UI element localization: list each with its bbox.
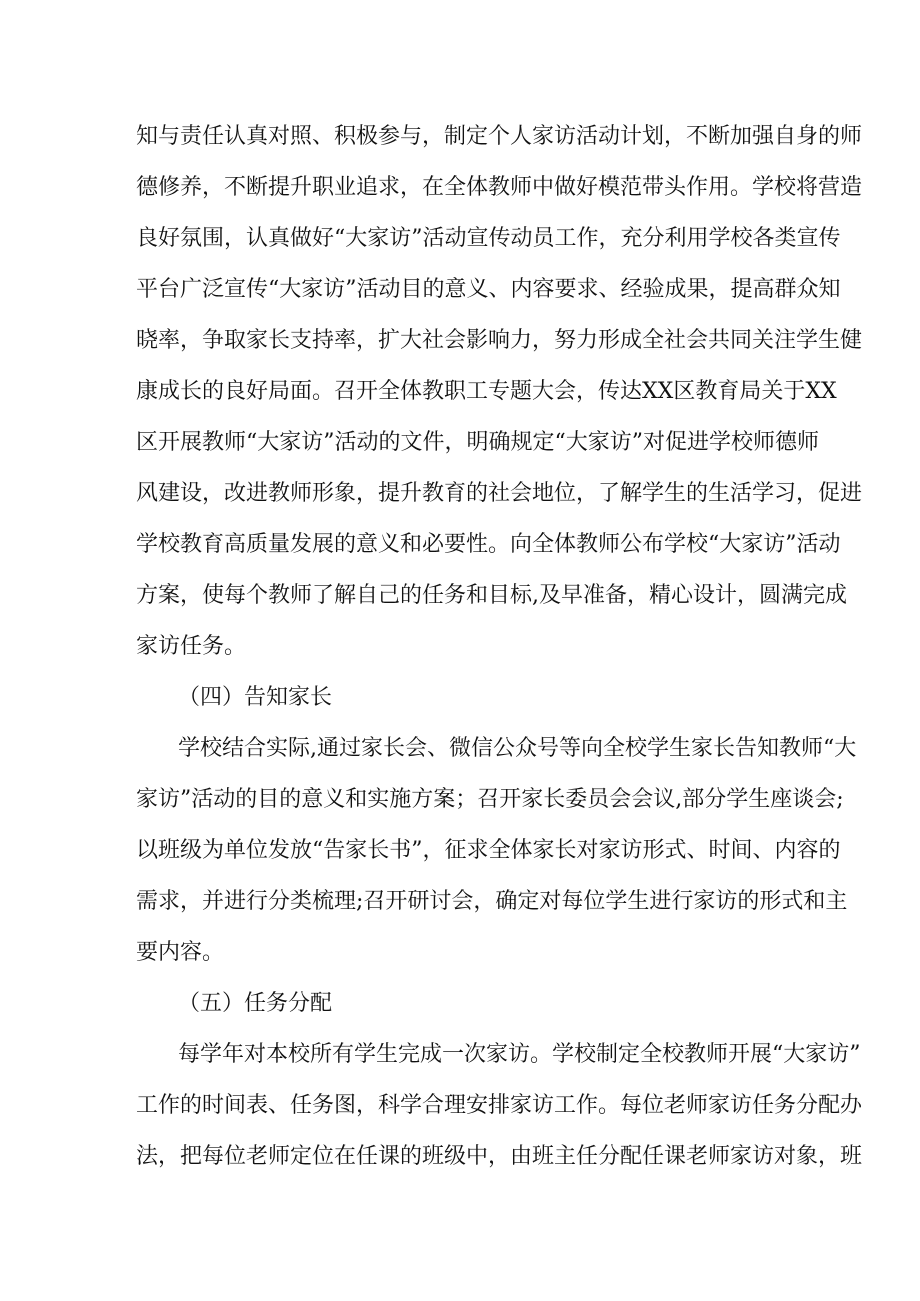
paragraph-1-line-3: 良好氛围，认真做好“大家访”活动宣传动员工作，充分利用学校各类宣传	[136, 226, 841, 251]
paragraph-1-line-2: 德修养，不断提升职业追求，在全体教师中做好模范带头作用。学校将营造	[136, 175, 863, 200]
paragraph-3-line-2: 工作的时间表、任务图，科学合理安排家访工作。每位老师家访任务分配办	[136, 1093, 863, 1118]
paragraph-1-line-5: 晓率，争取家长支持率，扩大社会影响力，努力形成全社会共同关注学生健	[136, 328, 863, 353]
paragraph-1-line-9: 学校教育高质量发展的意义和必要性。向全体教师公布学校“大家访”活动	[136, 532, 841, 557]
paragraph-2-line-1: 学校结合实际,通过家长会、微信公众号等向全校学生家长告知教师“大	[178, 736, 857, 761]
section-heading-4: （四）告知家长	[178, 685, 333, 710]
paragraph-2-line-5: 要内容。	[136, 940, 225, 965]
paragraph-2-line-3: 以班级为单位发放“告家长书”，征求全体家长对家访形式、时间、内容的	[136, 838, 841, 863]
paragraph-3-line-1: 每学年对本校所有学生完成一次家访。学校制定全校教师开展“大家访”	[178, 1042, 861, 1067]
paragraph-1-line-1: 知与责任认真对照、积极参与，制定个人家访活动计划，不断加强自身的师	[136, 124, 863, 149]
section-heading-5: （五）任务分配	[178, 991, 333, 1016]
paragraph-1-line-10: 方案，使每个教师了解自己的任务和目标,及早准备，精心设计，圆满完成	[136, 583, 847, 608]
paragraph-2-line-4: 需求，并进行分类梳理;召开研讨会，确定对每位学生进行家访的形式和主	[136, 889, 848, 914]
paragraph-1-line-8: 风建设，改进教师形象，提升教育的社会地位，了解学生的生活学习，促进	[136, 481, 863, 506]
paragraph-3-line-3: 法，把每位老师定位在任课的班级中，由班主任分配任课老师家访对象，班	[136, 1144, 863, 1169]
paragraph-1-line-7: 区开展教师“大家访”活动的文件，明确规定“大家访”对促进学校师德师	[136, 430, 819, 455]
paragraph-1-line-6: 康成长的良好局面。召开全体教职工专题大会，传达XX区教育局关于XX	[136, 379, 837, 404]
paragraph-2-line-2: 家访”活动的目的意义和实施方案；召开家长委员会会议,部分学生座谈会;	[136, 787, 844, 812]
paragraph-1-line-4: 平台广泛宣传“大家访”活动目的意义、内容要求、经验成果，提高群众知	[136, 277, 841, 302]
paragraph-1-line-11: 家访任务。	[136, 634, 247, 659]
